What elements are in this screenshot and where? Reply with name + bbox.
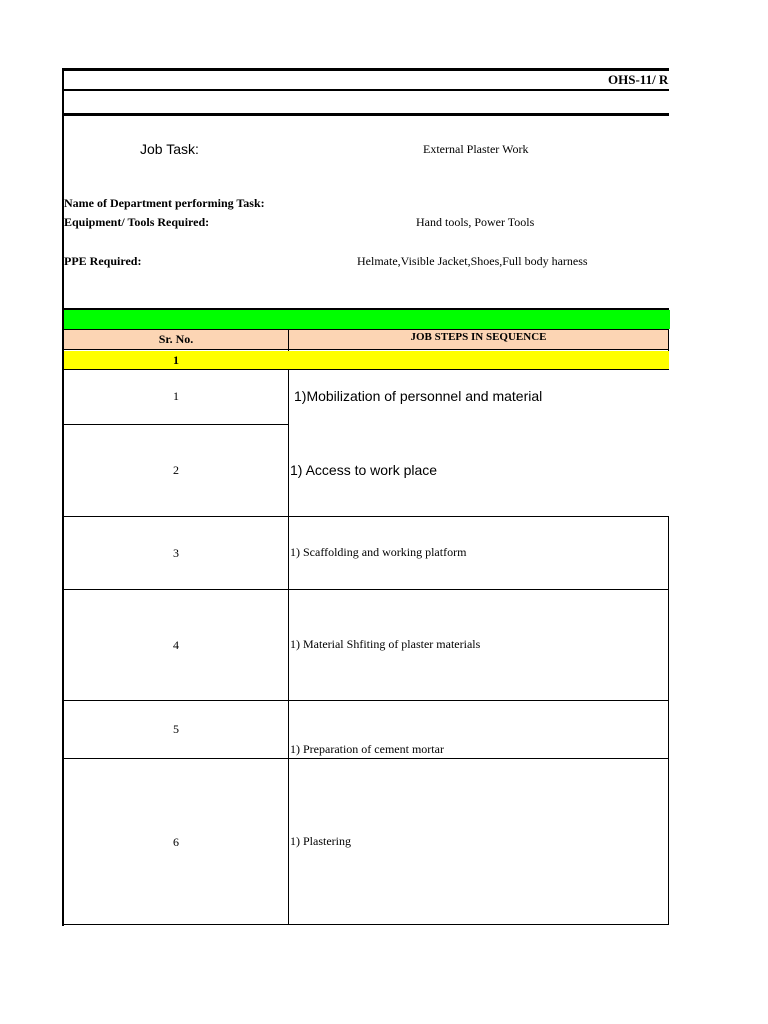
job-step-text: 1)Mobilization of personnel and material bbox=[294, 388, 543, 404]
job-step-text: 1) Preparation of cement mortar bbox=[290, 742, 444, 756]
job-task-value: External Plaster Work bbox=[423, 142, 529, 156]
row-number: 2 bbox=[173, 463, 179, 477]
row3-bottom bbox=[64, 589, 669, 590]
table-bottom bbox=[62, 924, 669, 925]
row2-bottom bbox=[64, 516, 669, 517]
col-header-srno: Sr. No. bbox=[158, 332, 194, 346]
department-label: Name of Department performing Task: bbox=[64, 196, 265, 210]
document-code: OHS-11/ R bbox=[608, 72, 669, 87]
equipment-value: Hand tools, Power Tools bbox=[416, 215, 535, 229]
group-number: 1 bbox=[173, 353, 179, 367]
row-number: 1 bbox=[173, 389, 179, 403]
row1-bottom bbox=[64, 424, 288, 425]
row-number: 4 bbox=[173, 638, 179, 652]
job-step-text: 1) Material Shfiting of plaster materials bbox=[290, 637, 481, 651]
green-band bbox=[64, 310, 670, 329]
col-header-steps: JOB STEPS IN SEQUENCE bbox=[410, 331, 547, 343]
row-number: 3 bbox=[173, 546, 179, 560]
equipment-label: Equipment/ Tools Required: bbox=[64, 215, 210, 229]
row5-bottom bbox=[64, 758, 669, 759]
ppe-label: PPE Required: bbox=[64, 254, 142, 268]
group-row-bottom bbox=[64, 369, 669, 370]
header-divider bbox=[64, 89, 669, 91]
row4-bottom bbox=[64, 700, 669, 701]
row-number: 6 bbox=[173, 835, 179, 849]
header-row-bottom bbox=[64, 349, 669, 350]
ppe-value: Helmate,Visible Jacket,Shoes,Full body harness bbox=[357, 254, 588, 268]
job-step-text: 1) Plastering bbox=[290, 834, 351, 848]
row-number: 5 bbox=[173, 722, 179, 736]
body-right-border bbox=[668, 516, 669, 925]
top-border bbox=[62, 68, 669, 71]
job-task-label: Job Task: bbox=[140, 141, 199, 157]
header-bottom-border bbox=[64, 113, 669, 116]
body-col-divider bbox=[288, 369, 289, 925]
header-row-top bbox=[64, 329, 669, 330]
job-step-text: 1) Scaffolding and working platform bbox=[290, 545, 467, 559]
job-step-text: 1) Access to work place bbox=[290, 462, 438, 478]
